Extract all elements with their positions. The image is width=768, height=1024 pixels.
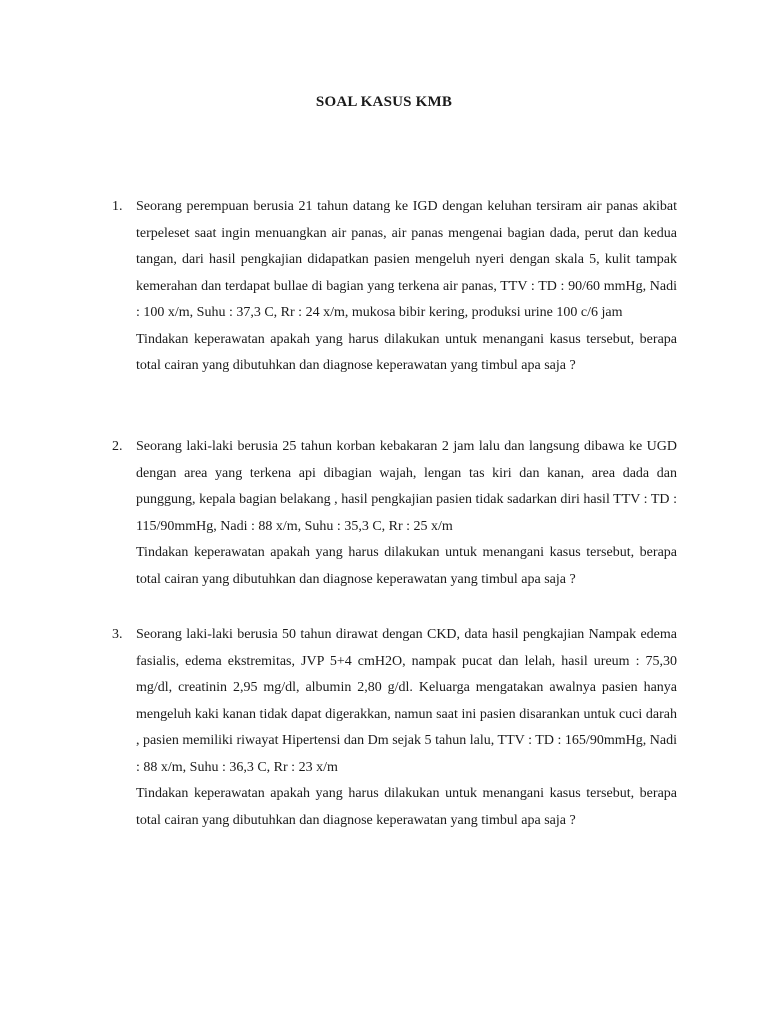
question-body [136,434,677,593]
case-task: Tindakan keperawatan apakah yang harus dilakukan untuk menangani kasus tersebut, berapa total cairan yang dibutuhkan dan diagnose keperawatan yang timbul apa saja ? [136,545,677,587]
question-body [136,194,677,380]
case-task: Tindakan keperawatan apakah yang harus dilakukan untuk menangani kasus tersebut, berapa total cairan yang dibutuhkan dan diagnose keperawatan yang timbul apa saja ? [136,786,677,828]
question-item-3 [112,622,677,834]
case-description: Seorang laki-laki berusia 25 tahun korban kebakaran 2 jam lalu dan langsung dibawa ke UGD dengan area yang terkena api dibagian wajah, lengan tas kiri dan kanan, area dada dan punggung, kepala bagian belakang , hasil pengkajian pasien tidak sadarkan diri hasil TTV : TD : 115/90mmHg, Nadi : 88 x/m, Suhu : 35,3 C, Rr : 25 x/m [136,439,677,534]
question-number: 2. [112,439,123,454]
question-item-1 [112,194,677,380]
question-body [136,622,677,834]
question-number: 3. [112,627,123,642]
case-description: Seorang perempuan berusia 21 tahun datang ke IGD dengan keluhan tersiram air panas akibat terpeleset saat ingin menuangkan air panas, air panas mengenai bagian dada, perut dan kedua tangan, dari hasil pengkajian didapatkan pasien mengeluh nyeri dengan skala 5, kulit tampak kemerahan dan terdapat bullae di bagian yang terkena air panas, TTV : TD : 90/60 mmHg, Nadi : 100 x/m, Suhu : 37,3 C, Rr : 24 x/m, mukosa bibir kering, produksi urine 100 c/6 jam [136,199,677,320]
case-task: Tindakan keperawatan apakah yang harus dilakukan untuk menangani kasus tersebut, berapa total cairan yang dibutuhkan dan diagnose keperawatan yang timbul apa saja ? [136,331,677,373]
document-title: SOAL KASUS KMB [315,94,453,110]
question-number: 1. [112,199,123,214]
question-item-2 [112,434,677,593]
case-description: Seorang laki-laki berusia 50 tahun dirawat dengan CKD, data hasil pengkajian Nampak edema fasialis, edema ekstremitas, JVP 5+4 cmH2O, nampak pucat dan lelah, hasil ureum : 75,30 mg/dl, creatinin 2,95 mg/dl, albumin 2,80 g/dl. Keluarga mengatakan awalnya pasien hanya mengeluh kaki kanan tidak dapat digerakkan, namun saat ini pasien disarankan untuk cuci darah , pasien memiliki riwayat Hipertensi dan Dm sejak 5 tahun lalu, TTV : TD : 165/90mmHg, Nadi : 88 x/m, Suhu : 36,3 C, Rr : 23 x/m [136,627,677,775]
